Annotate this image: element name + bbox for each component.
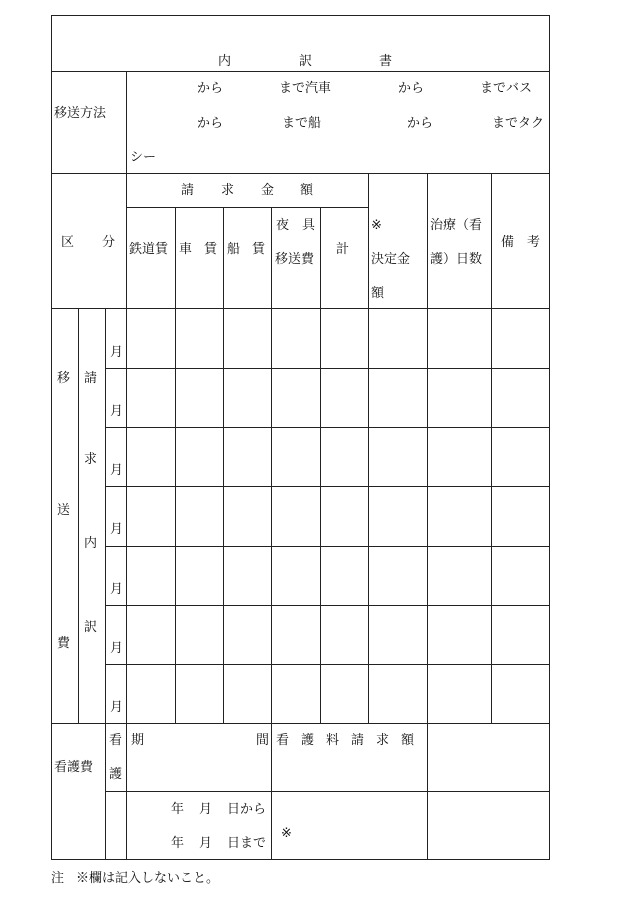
year-label: 年: [171, 802, 185, 817]
rule: [427, 173, 428, 860]
claim-breakdown-label: 請: [84, 371, 98, 386]
rule: [105, 605, 550, 606]
month-label: 月: [110, 345, 124, 360]
rule: [105, 664, 550, 665]
bedding-transport-header: 夜: [276, 218, 290, 233]
title-char: 内: [218, 54, 232, 69]
claim-amount-header: 請: [181, 183, 195, 198]
treatment-days-header: 護）日数: [430, 252, 483, 267]
note-label: 注: [51, 871, 65, 886]
transport-cost-label: 移: [57, 371, 71, 386]
from-day-label: 日から: [227, 802, 267, 817]
rule: [105, 546, 550, 547]
transport-label: 移送方法: [54, 106, 107, 121]
decided-amount-header: ※: [371, 218, 382, 233]
car-fare-header: 賃: [204, 242, 218, 257]
to-bus-text: までバス: [480, 81, 533, 96]
ship-fare-header: 船: [227, 242, 241, 257]
to-ship-text: まで船: [282, 116, 322, 131]
rule: [105, 308, 106, 860]
official-use-mark: ※: [281, 826, 292, 841]
decided-amount-header: 額: [371, 286, 385, 301]
rule: [105, 368, 550, 369]
month-label: 月: [110, 522, 124, 537]
month-label: 月: [110, 582, 124, 597]
category-header: 分: [102, 235, 116, 250]
transport-cost-label: 送: [57, 503, 71, 518]
category-header: 区: [61, 235, 75, 250]
period-label: 期: [131, 733, 145, 748]
bedding-transport-header: 具: [302, 218, 316, 233]
nursing-fee-claim-label: 護: [301, 733, 315, 748]
from-text: から: [197, 81, 224, 96]
nursing-fee-claim-label: 請: [351, 733, 365, 748]
month-label: 月: [110, 404, 124, 419]
nursing-fee-claim-label: 額: [401, 733, 415, 748]
period-label: 間: [256, 733, 270, 748]
rule: [126, 71, 127, 723]
month-label: 月: [199, 802, 213, 817]
claim-breakdown-label: 訳: [84, 620, 98, 635]
month-label: 月: [110, 641, 124, 656]
claim-amount-header: 額: [300, 183, 314, 198]
nursing-label: 看: [109, 733, 123, 748]
claim-breakdown-label: 求: [84, 452, 98, 467]
railway-fare-header: 鉄道賃: [129, 242, 169, 257]
from-text: から: [407, 116, 434, 131]
nursing-fee-claim-label: 料: [326, 733, 340, 748]
rule: [105, 486, 550, 487]
rule: [223, 207, 224, 723]
rule: [126, 207, 368, 208]
remarks-header: 考: [527, 235, 541, 250]
transport-cost-label: 費: [57, 636, 71, 651]
total-header: 計: [336, 242, 350, 257]
nursing-label: 護: [109, 767, 123, 782]
rule: [491, 173, 492, 723]
month-label: 月: [110, 463, 124, 478]
rule: [271, 207, 272, 860]
to-train-text: まで汽車: [279, 81, 332, 96]
title-char: 書: [379, 54, 393, 69]
rule: [105, 427, 550, 428]
claim-amount-header: 金: [261, 183, 275, 198]
rule: [78, 308, 79, 723]
nursing-fee-claim-label: 看: [276, 733, 290, 748]
rule: [175, 207, 176, 723]
nursing-fee-claim-label: 求: [376, 733, 390, 748]
rule: [368, 173, 369, 723]
claim-amount-header: 求: [221, 183, 235, 198]
nursing-cost-label: 看護費: [54, 760, 94, 775]
to-taxi-text: までタク: [492, 116, 545, 131]
title-char: 訳: [299, 54, 313, 69]
claim-breakdown-label: 内: [84, 536, 98, 551]
from-text: から: [398, 81, 425, 96]
month-label: 月: [199, 836, 213, 851]
month-label: 月: [110, 700, 124, 715]
car-fare-header: 車: [179, 242, 193, 257]
ship-fare-header: 賃: [252, 242, 266, 257]
rule: [105, 791, 550, 792]
rule: [320, 207, 321, 723]
until-day-label: 日まで: [227, 836, 267, 851]
note-text: ※欄は記入しないこと。: [76, 871, 220, 886]
year-label: 年: [171, 836, 185, 851]
from-text: から: [197, 116, 224, 131]
decided-amount-header: 決定金: [371, 252, 411, 267]
rule: [126, 723, 127, 860]
treatment-days-header: 治療（看: [430, 218, 483, 233]
taxi-continued-text: シー: [130, 150, 157, 165]
remarks-header: 備: [501, 235, 515, 250]
bedding-transport-header: 移送費: [275, 252, 315, 267]
